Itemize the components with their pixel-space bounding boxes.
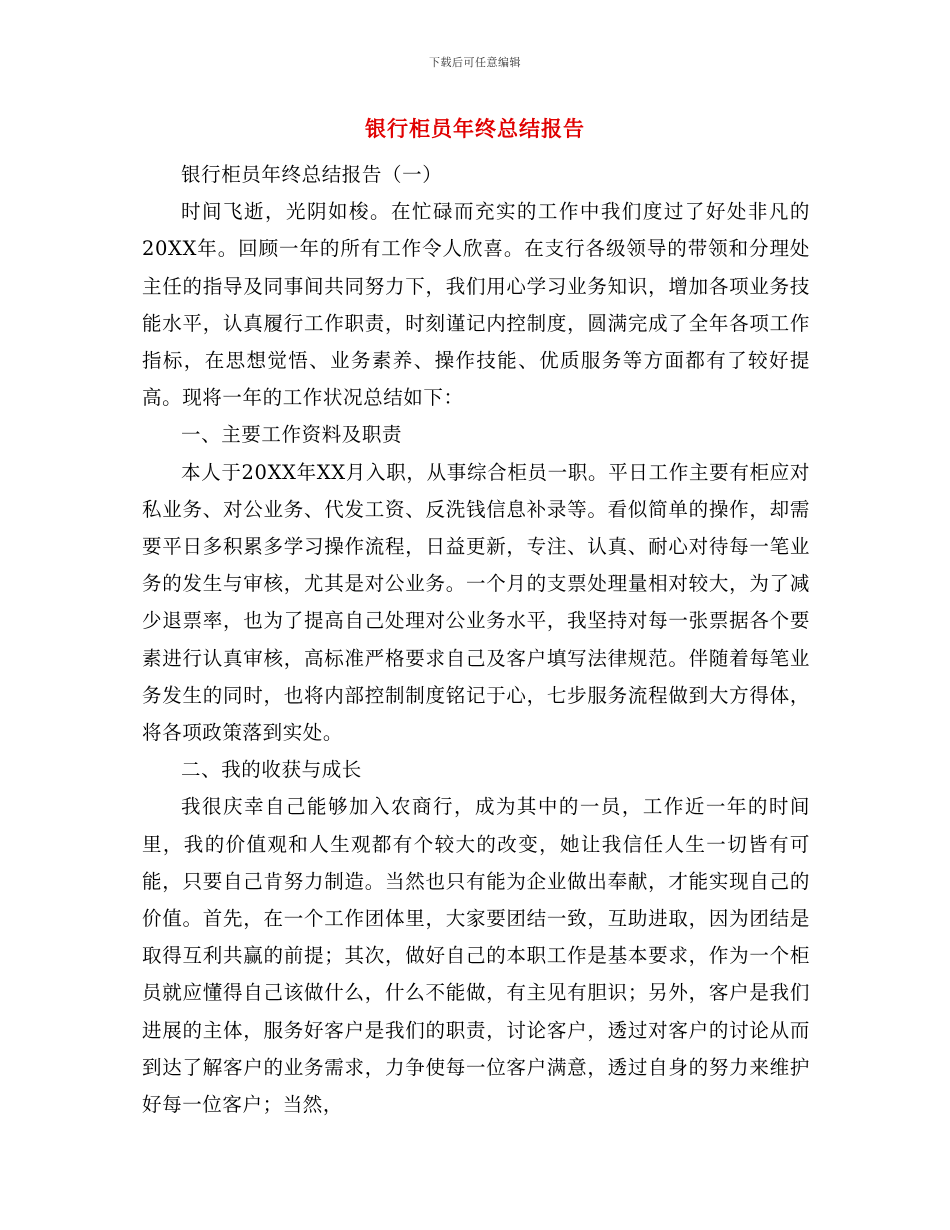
report-subtitle: 银行柜员年终总结报告（一） <box>181 163 443 186</box>
section-heading-growth: 二、我的收获与成长 <box>181 758 362 782</box>
header-note: 下载后可任意编辑 <box>429 56 521 69</box>
document-body <box>142 156 810 1123</box>
paragraph-growth: 我很庆幸自己能够加入农商行，成为其中的一员，工作近一年的时间里，我的价值观和人生观都有个较大的改变，她让我信任人生一切皆有可能，只要自己肯努力制造。当然也只有能为企业做出奉献，才能实现自己的价值。首先，在一个工作团体里，大家要团结一致，互助进取，因为团结是取得互利共赢的前提；其次，做好自己的本职工作是基本要求，作为一个柜员就应懂得自己该做什么，什么不能做，有主见有胆识；另外，客户是我们进展的主体，服务好客户是我们的职责，讨论客户，透过对客户的讨论从而到达了解客户的业务需求，力争使每一位客户满意，透过自身的努力来维护好每一位客户；当然， <box>142 795 810 1117</box>
paragraph-intro: 时间飞逝，光阴如梭。在忙碌而充实的工作中我们度过了好处非凡的20XX年。回顾一年的所有工作令人欣喜。在支行各级领导的带领和分理处主任的指导及同事间共同努力下，我们用心学习业务知识，增加各项业务技能水平，认真履行工作职责，时刻谨记内控制度，圆满完成了全年各项工作指标，在思想觉悟、业务素养、操作技能、优质服务等方面都有了较好提高。现将一年的工作状况总结如下： <box>142 200 810 410</box>
document-title: 银行柜员年终总结报告 <box>365 116 585 141</box>
paragraph-duties: 本人于20XX年XX月入职，从事综合柜员一职。平日工作主要有柜应对私业务、对公业务、代发工资、反洗钱信息补录等。看似简单的操作，却需要平日多积累多学习操作流程，日益更新，专注、认真、耐心对待每一笔业务的发生与审核，尤其是对公业务。一个月的支票处理量相对较大，为了减少退票率，也为了提高自己处理对公业务水平，我坚持对每一张票据各个要素进行认真审核，高标准严格要求自己及客户填写法律规范。伴随着每笔业务发生的同时，也将内部控制制度铭记于心，七步服务流程做到大方得体，将各项政策落到实处。 <box>142 460 810 745</box>
section-heading-duties: 一、主要工作资料及职责 <box>181 423 403 447</box>
